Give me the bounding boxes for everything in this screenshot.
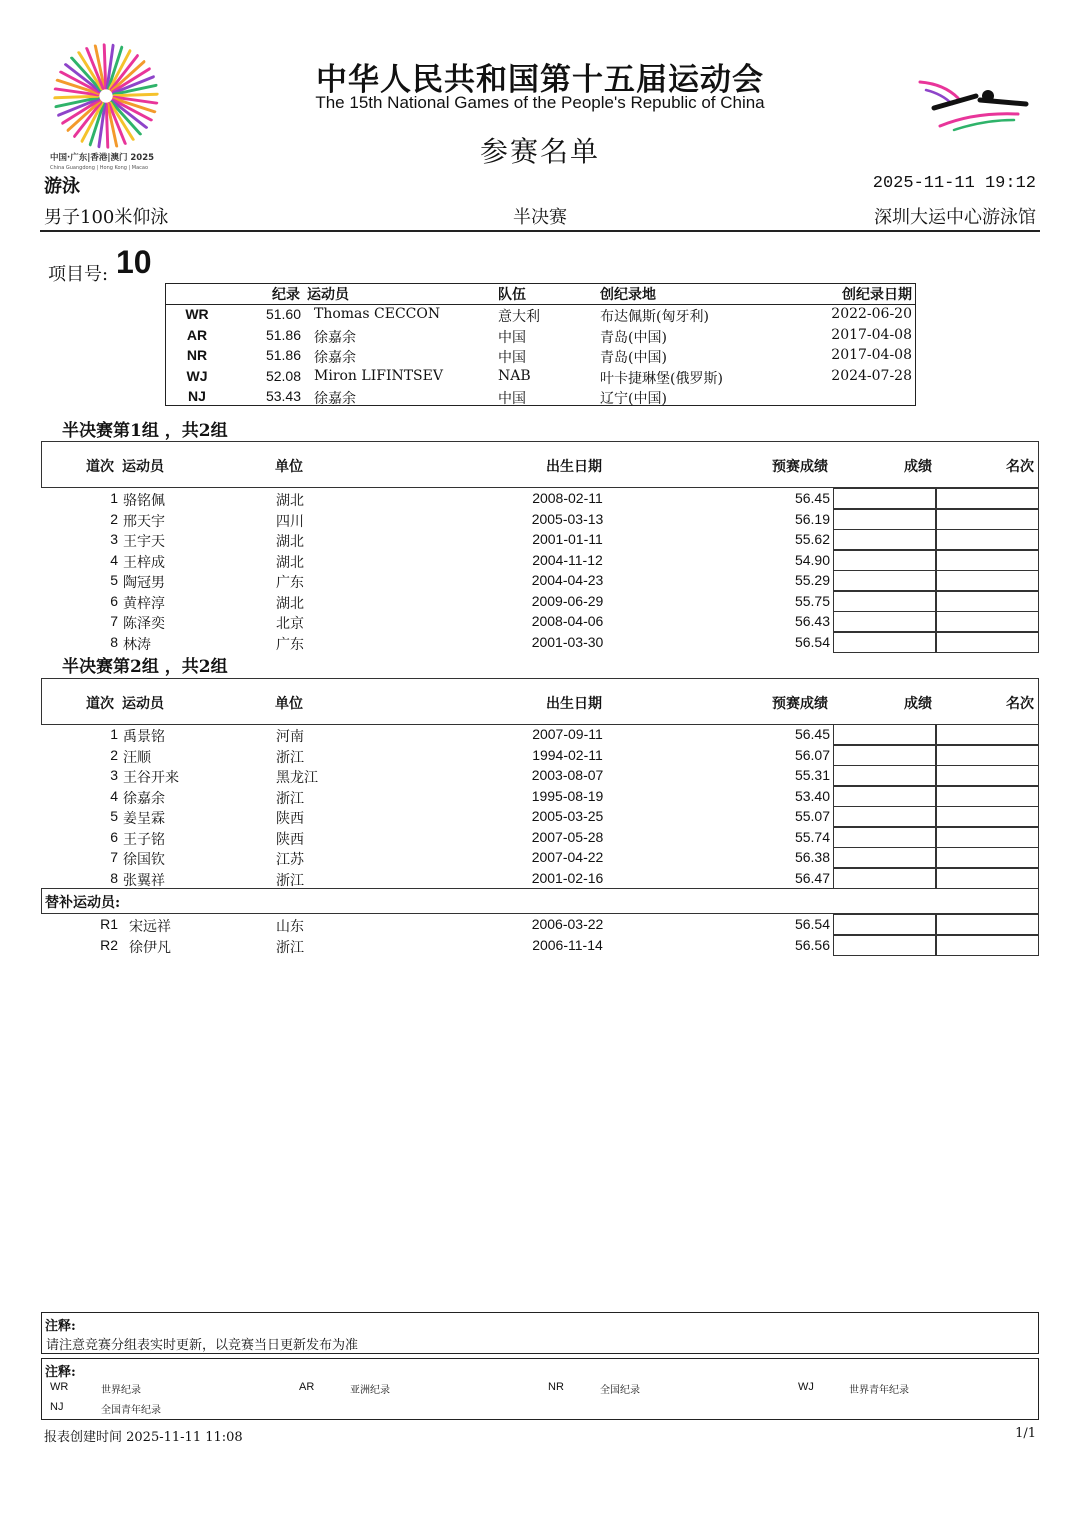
result-cell [833, 509, 936, 530]
athlete-name: 王宇天 [123, 534, 165, 550]
athlete-unit: 北京 [276, 616, 304, 632]
table-row [0, 847, 1080, 868]
seed-time: 56.43 [794, 613, 830, 629]
event-number-label: 项目号: [48, 264, 109, 285]
sport-name: 游泳 [44, 176, 80, 197]
record-mark: 52.08 [265, 367, 301, 384]
seed-time: 56.45 [794, 490, 830, 506]
col-unit: 单位 [275, 459, 303, 475]
records-header-record: 纪录 [272, 287, 300, 303]
result-cell [833, 529, 936, 550]
athlete-unit: 山东 [276, 919, 304, 935]
rank-cell [936, 724, 1039, 745]
athlete-dob: 2009-06-29 [531, 592, 604, 609]
result-cell [833, 914, 936, 935]
lane: 7 [110, 849, 118, 865]
col-athlete: 运动员 [122, 459, 164, 475]
legend-code: AR [299, 1381, 315, 1393]
rank-cell [936, 529, 1039, 550]
record-place: 布达佩斯(匈牙利) [600, 309, 709, 325]
rank-cell [936, 488, 1039, 509]
col-dob: 出生日期 [546, 459, 602, 475]
athlete-unit: 湖北 [276, 493, 304, 509]
seed-time: 56.54 [794, 633, 830, 650]
seed-time: 55.75 [794, 592, 830, 609]
rank-cell [936, 745, 1039, 766]
seed-time: 55.62 [794, 531, 830, 547]
lane: 5 [110, 572, 118, 588]
notes-label: 注释: [45, 1319, 76, 1334]
rank-cell [936, 591, 1039, 612]
table-row [0, 806, 1080, 827]
reserve-row [0, 935, 1080, 956]
col-result: 成绩 [904, 459, 932, 475]
swimming-pictogram-icon [914, 74, 1034, 134]
seed-time: 54.90 [794, 551, 830, 568]
record-mark: 53.43 [265, 388, 301, 404]
report-timestamp: 2025-11-11 19:12 [872, 174, 1036, 193]
lane: 2 [110, 746, 118, 763]
lane: 7 [110, 613, 118, 629]
record-team: 中国 [498, 329, 526, 346]
lane: R1 [100, 916, 118, 932]
athlete-dob: 2003-08-07 [531, 767, 604, 783]
record-place: 辽宁(中国) [600, 391, 667, 407]
result-cell [833, 724, 936, 745]
records-header-team: 队伍 [498, 287, 526, 303]
record-code: NJ [188, 388, 206, 404]
reserves-label [41, 888, 1039, 914]
table-row [0, 724, 1080, 745]
athlete-name: 禹景铭 [123, 729, 165, 745]
col-unit: 单位 [275, 696, 303, 712]
athlete-name: 汪顺 [123, 749, 151, 766]
record-code: WR [185, 306, 209, 322]
rank-cell [936, 611, 1039, 632]
records-header-date: 创纪录日期 [842, 287, 912, 303]
athlete-unit: 广东 [276, 636, 304, 653]
athlete-dob: 2001-03-30 [531, 633, 604, 650]
records-table [165, 283, 916, 406]
venue-name: 深圳大运中心游泳馆 [874, 207, 1036, 228]
legend-box [41, 1358, 1039, 1420]
col-seed: 预赛成绩 [772, 696, 828, 712]
col-rank: 名次 [1006, 459, 1034, 475]
seed-time: 56.54 [794, 916, 830, 932]
record-athlete: 徐嘉余 [314, 329, 356, 346]
table-row [0, 745, 1080, 766]
notes-box [41, 1312, 1039, 1354]
table-row [0, 827, 1080, 848]
result-cell [833, 827, 936, 848]
athlete-name: 王子铭 [123, 831, 165, 848]
games-title-cn: 中华人民共和国第十五届运动会 [316, 62, 764, 98]
seed-time: 55.74 [794, 828, 830, 845]
athlete-name: 陈泽奕 [123, 616, 165, 632]
seed-time: 55.07 [794, 808, 830, 824]
table-row [0, 488, 1080, 509]
athlete-dob: 1994-02-11 [532, 746, 603, 763]
records-header-place: 创纪录地 [600, 287, 656, 303]
record-code: NR [186, 347, 208, 363]
games-title-en: The 15th National Games of the People's Republic of China [315, 93, 765, 112]
seed-time: 56.45 [794, 726, 830, 742]
athlete-name: 徐伊凡 [129, 939, 171, 956]
record-place: 青岛(中国) [600, 329, 667, 346]
athlete-name: 徐国钦 [123, 852, 165, 868]
athlete-dob: 2007-09-11 [532, 726, 603, 742]
athlete-name: 徐嘉余 [123, 790, 165, 807]
col-dob: 出生日期 [546, 696, 602, 712]
table-row [0, 868, 1080, 889]
seed-time: 55.31 [794, 767, 830, 783]
table-row [0, 570, 1080, 591]
page-number: 1/1 [1015, 1426, 1036, 1441]
athlete-dob: 2007-05-28 [531, 828, 604, 845]
athlete-dob: 2001-01-11 [532, 531, 603, 547]
records-header-athlete: 运动员 [307, 287, 349, 303]
table-row [0, 591, 1080, 612]
legend-code: NJ [50, 1401, 64, 1413]
report-created-time: 报表创建时间 2025-11-11 11:08 [44, 1430, 243, 1445]
reserves-label-text: 替补运动员: [45, 895, 121, 911]
table-row [0, 632, 1080, 653]
result-cell [833, 868, 936, 889]
logo-caption: 中国·广东|香港|澳门 2025 [50, 153, 155, 163]
result-cell [833, 632, 936, 653]
col-lane: 道次 [86, 696, 114, 712]
lane: R2 [100, 936, 118, 953]
logo-caption-en: China Guangdong | Hong Kong | Macao [50, 165, 149, 171]
document-title: 参赛名单 [479, 135, 600, 168]
record-team: 中国 [498, 391, 526, 407]
event-number: 10 [116, 244, 152, 280]
legend-desc: 世界青年纪录 [849, 1385, 909, 1396]
athlete-dob: 2006-11-14 [532, 936, 603, 953]
rank-cell [936, 570, 1039, 591]
legend-desc: 亚洲纪录 [350, 1385, 390, 1396]
record-place: 叶卡捷琳堡(俄罗斯) [600, 370, 723, 387]
table-row [0, 529, 1080, 550]
seed-time: 53.40 [794, 787, 830, 804]
athlete-unit: 河南 [276, 729, 304, 745]
seed-time: 56.19 [794, 510, 830, 527]
table-row [0, 765, 1080, 786]
record-date: 2024-07-28 [831, 367, 912, 384]
entries-table-header [41, 441, 1039, 488]
record-athlete: 徐嘉余 [314, 391, 356, 407]
lane: 1 [110, 490, 118, 506]
athlete-dob: 2004-11-12 [532, 551, 603, 568]
record-athlete: Thomas CECCON [314, 306, 441, 322]
athlete-dob: 2008-04-06 [531, 613, 604, 629]
result-cell [833, 611, 936, 632]
lane: 6 [110, 592, 118, 609]
rank-cell [936, 935, 1039, 956]
athlete-name: 王梓成 [123, 554, 165, 571]
round-name: 半决赛 [513, 207, 567, 228]
athlete-name: 邢天宇 [123, 513, 165, 530]
result-cell [833, 488, 936, 509]
record-mark: 51.60 [265, 306, 301, 322]
record-code: WJ [186, 367, 208, 384]
rank-cell [936, 509, 1039, 530]
record-date: 2022-06-20 [831, 306, 912, 322]
record-team: NAB [498, 367, 531, 384]
reserve-row [0, 914, 1080, 935]
table-row [0, 509, 1080, 530]
result-cell [833, 806, 936, 827]
result-cell [833, 847, 936, 868]
rank-cell [936, 632, 1039, 653]
athlete-name: 林涛 [123, 636, 151, 653]
legend-desc: 全国纪录 [600, 1385, 640, 1396]
heat-title: 半决赛第1组 ，共2组 [62, 421, 228, 441]
athlete-unit: 浙江 [276, 939, 304, 956]
heat-title: 半决赛第2组 ，共2组 [62, 657, 228, 677]
athlete-dob: 2006-03-22 [531, 916, 604, 932]
athlete-unit: 浙江 [276, 790, 304, 807]
athlete-unit: 陕西 [276, 811, 304, 827]
rank-cell [936, 765, 1039, 786]
rank-cell [936, 847, 1039, 868]
lane: 5 [110, 808, 118, 824]
athlete-unit: 浙江 [276, 749, 304, 766]
table-row [0, 611, 1080, 632]
lane: 4 [110, 787, 118, 804]
record-mark: 51.86 [265, 347, 301, 363]
lane: 4 [110, 551, 118, 568]
athlete-unit: 湖北 [276, 534, 304, 550]
athlete-dob: 2001-02-16 [531, 869, 604, 886]
notes-text: 请注意竞赛分组表实时更新，以竞赛当日更新发布为准 [46, 1338, 359, 1353]
record-athlete: 徐嘉余 [314, 350, 356, 366]
record-athlete: Miron LIFINTSEV [314, 367, 443, 384]
legend-desc: 全国青年纪录 [101, 1405, 161, 1416]
record-mark: 51.86 [265, 326, 301, 343]
legend-label: 注释: [45, 1365, 76, 1380]
record-row [166, 387, 915, 407]
col-athlete: 运动员 [122, 696, 164, 712]
record-row [166, 367, 915, 387]
entries-table-header [41, 678, 1039, 725]
legend-code: WJ [798, 1381, 814, 1393]
lane: 8 [110, 869, 118, 886]
athlete-unit: 广东 [276, 575, 304, 591]
legend-code: WR [50, 1381, 69, 1393]
athlete-dob: 2008-02-11 [532, 490, 603, 506]
lane: 6 [110, 828, 118, 845]
lane: 2 [110, 510, 118, 527]
lane: 1 [110, 726, 118, 742]
athlete-name: 宋远祥 [129, 919, 171, 935]
athlete-dob: 1995-08-19 [531, 787, 604, 804]
record-place: 青岛(中国) [600, 350, 667, 366]
athlete-dob: 2005-03-25 [531, 808, 604, 824]
lane: 3 [110, 767, 118, 783]
athlete-name: 陶冠男 [123, 575, 165, 591]
result-cell [833, 786, 936, 807]
record-date: 2017-04-08 [831, 326, 912, 343]
athlete-name: 张翼祥 [123, 872, 165, 889]
result-cell [833, 550, 936, 571]
record-row [166, 346, 915, 366]
seed-time: 56.07 [794, 746, 830, 763]
col-seed: 预赛成绩 [772, 459, 828, 475]
record-code: AR [186, 326, 208, 343]
athlete-unit: 江苏 [276, 852, 304, 868]
legend-desc: 世界纪录 [101, 1385, 141, 1396]
athlete-name: 黄梓淳 [123, 595, 165, 612]
seed-time: 56.38 [794, 849, 830, 865]
lane: 8 [110, 633, 118, 650]
col-rank: 名次 [1006, 696, 1034, 712]
seed-time: 55.29 [794, 572, 830, 588]
event-name: 男子100米仰泳 [44, 207, 169, 228]
athlete-unit: 四川 [276, 513, 304, 530]
rank-cell [936, 806, 1039, 827]
result-cell [833, 935, 936, 956]
header-divider [40, 230, 1040, 232]
table-row [0, 550, 1080, 571]
lane: 3 [110, 531, 118, 547]
athlete-name: 骆铭佩 [123, 493, 165, 509]
result-cell [833, 570, 936, 591]
col-result: 成绩 [904, 696, 932, 712]
record-date: 2017-04-08 [831, 347, 912, 363]
record-row [166, 326, 915, 346]
athlete-dob: 2004-04-23 [531, 572, 604, 588]
athlete-dob: 2005-03-13 [531, 510, 604, 527]
athlete-dob: 2007-04-22 [531, 849, 604, 865]
rank-cell [936, 550, 1039, 571]
rank-cell [936, 868, 1039, 889]
record-team: 中国 [498, 350, 526, 366]
athlete-unit: 黑龙江 [276, 770, 318, 786]
record-row [166, 305, 915, 325]
athlete-unit: 湖北 [276, 554, 304, 571]
rank-cell [936, 914, 1039, 935]
record-team: 意大利 [498, 309, 540, 325]
athlete-name: 姜呈霖 [123, 811, 165, 827]
athlete-unit: 浙江 [276, 872, 304, 889]
table-row [0, 786, 1080, 807]
rank-cell [936, 786, 1039, 807]
seed-time: 56.56 [794, 936, 830, 953]
result-cell [833, 745, 936, 766]
seed-time: 56.47 [794, 869, 830, 886]
legend-code: NR [548, 1381, 564, 1393]
athlete-name: 王谷开来 [123, 770, 179, 786]
athlete-unit: 陕西 [276, 831, 304, 848]
rank-cell [936, 827, 1039, 848]
result-cell [833, 591, 936, 612]
result-cell [833, 765, 936, 786]
col-lane: 道次 [86, 459, 114, 475]
athlete-unit: 湖北 [276, 595, 304, 612]
